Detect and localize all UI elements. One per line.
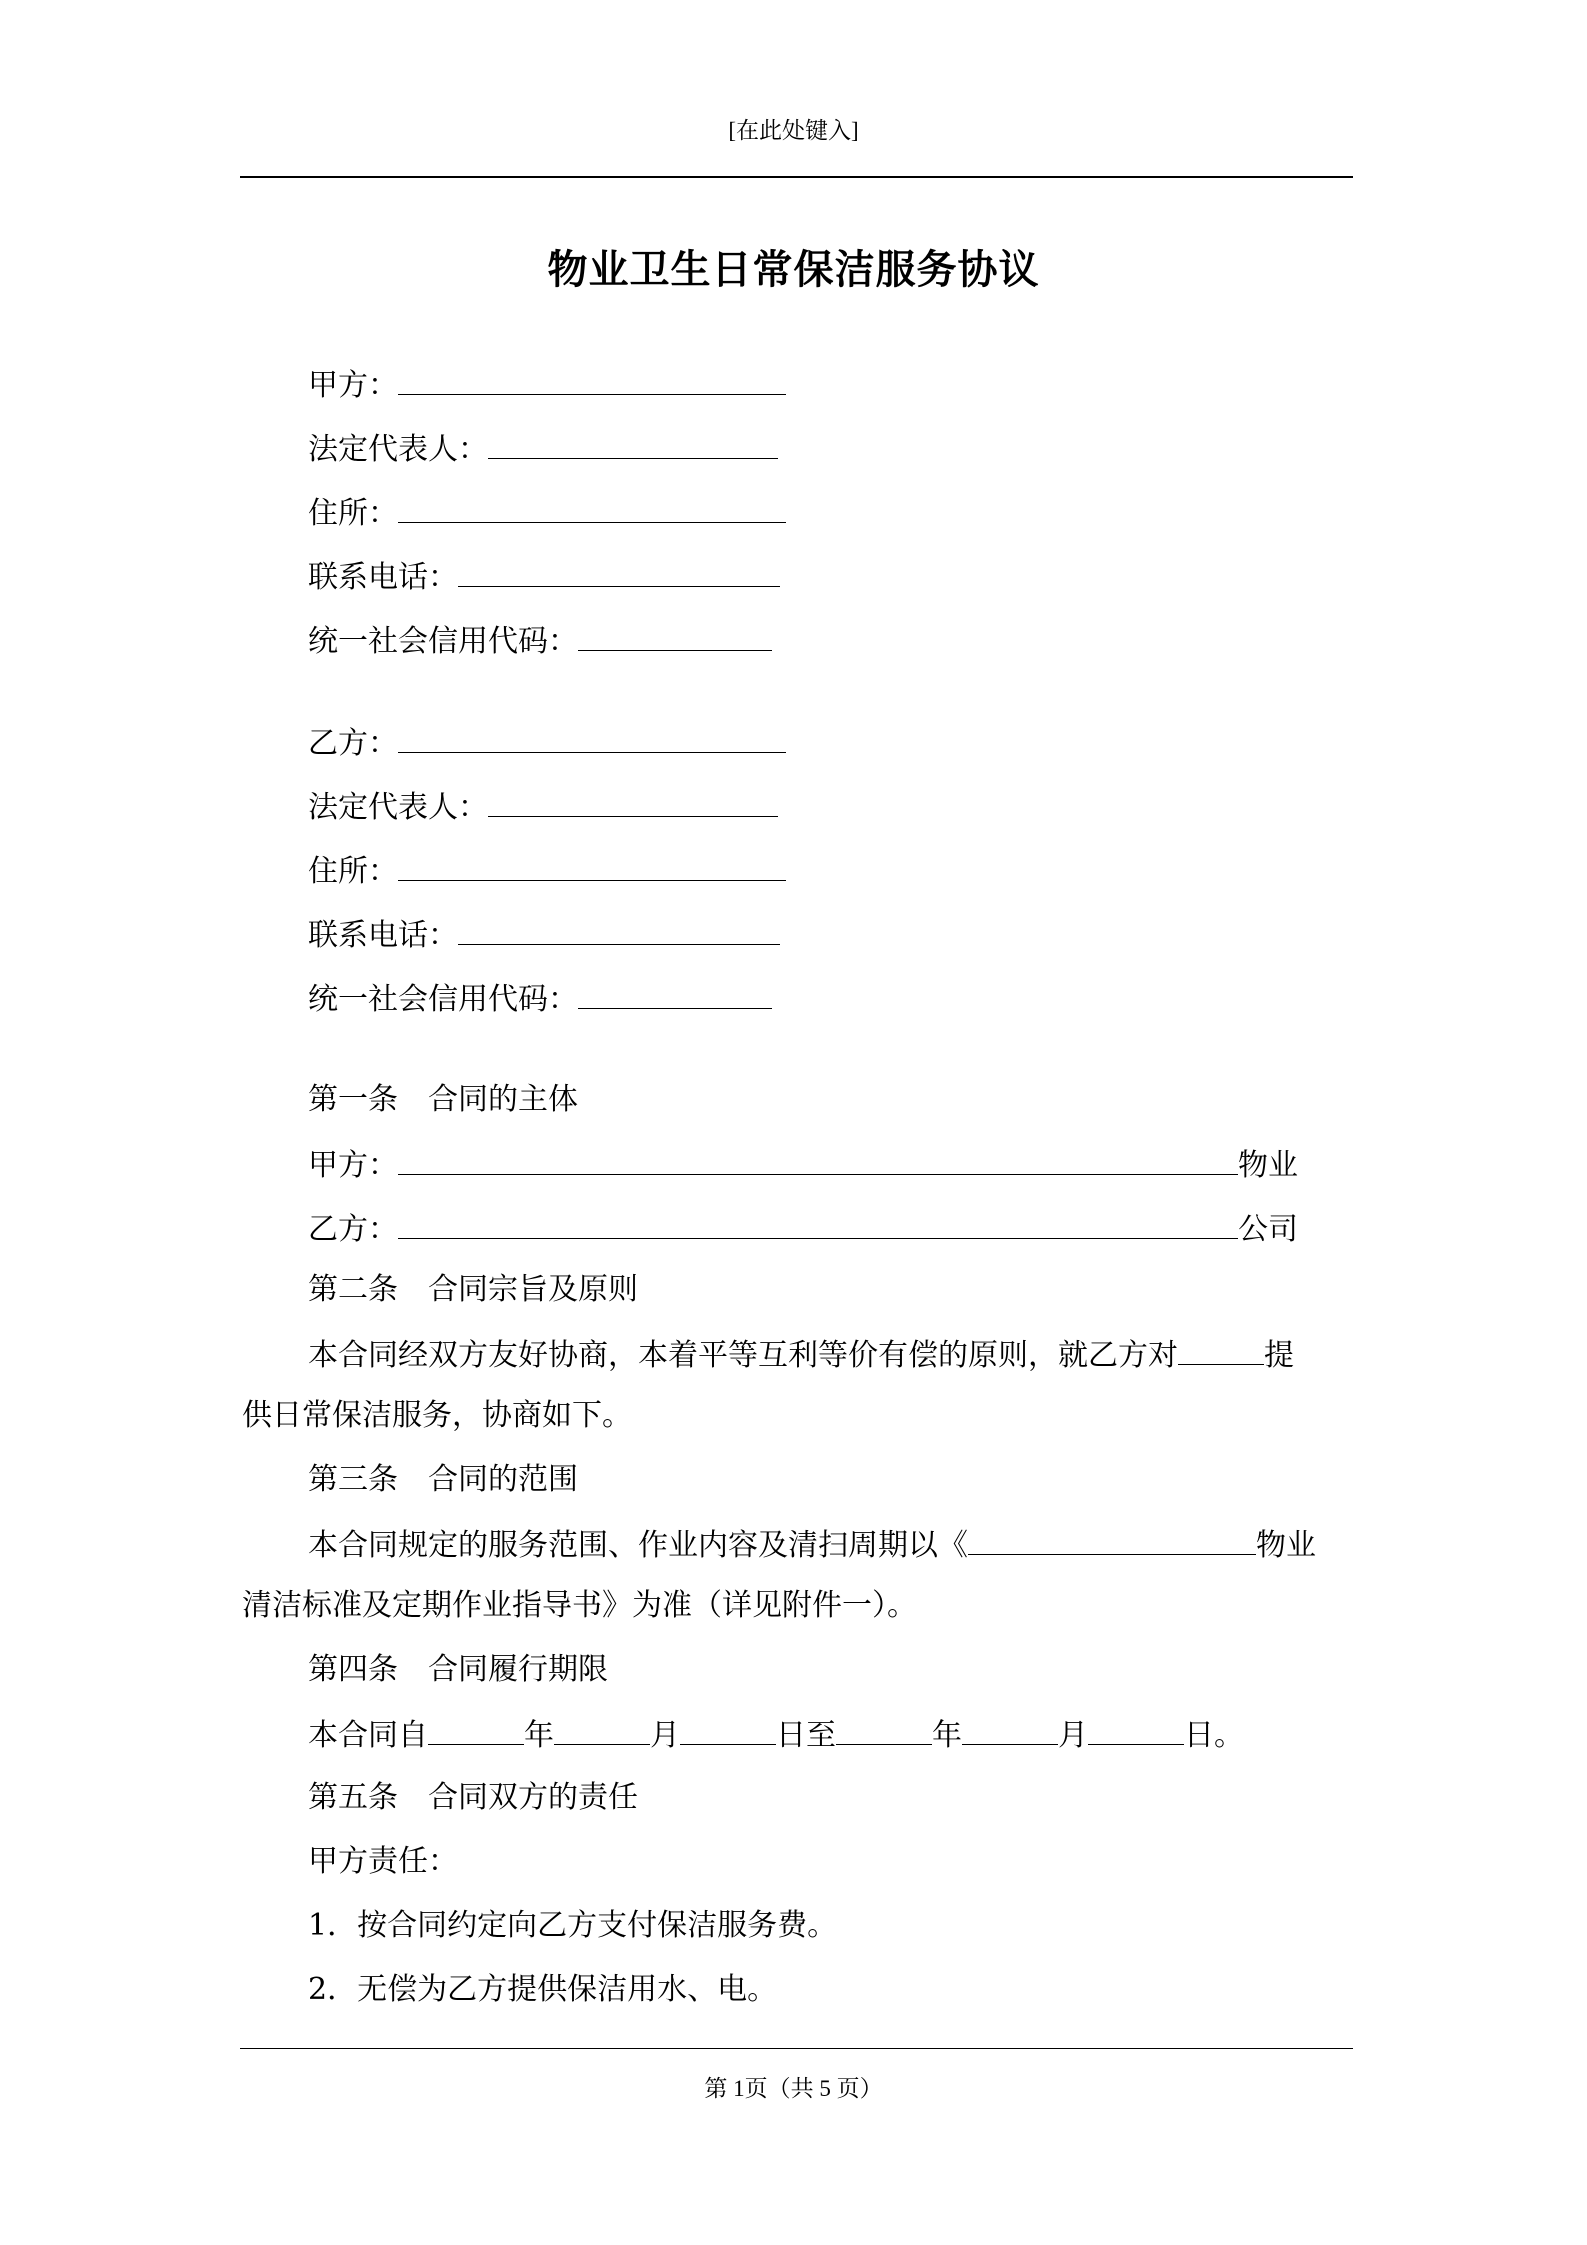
article-1-heading: 第一条 合同的主体 <box>308 1082 578 1117</box>
party-a-phone-blank[interactable] <box>458 556 780 587</box>
article-1-party-b-line <box>308 1208 1298 1250</box>
party-b-legal-rep-label: 法定代表人： <box>308 790 488 825</box>
party-a-credit-code-blank[interactable] <box>578 620 772 651</box>
party-b-credit-code-line <box>308 978 772 1020</box>
end-day-blank[interactable] <box>1088 1714 1184 1745</box>
party-b-credit-code-blank[interactable] <box>578 978 772 1009</box>
start-year-blank[interactable] <box>428 1714 524 1745</box>
party-a-credit-code-line <box>308 620 772 662</box>
party-a-address-line <box>308 492 786 534</box>
article-1-party-b-suffix: 公司 <box>1238 1212 1298 1247</box>
party-b-phone-line <box>308 914 780 956</box>
party-b-blank[interactable] <box>398 722 786 753</box>
article-3-paragraph-line-2: 清洁标准及定期作业指导书》为准（详见附件一）。 <box>242 1588 917 1623</box>
article-1-party-b-blank[interactable] <box>398 1208 1238 1239</box>
page-number: 第 1页（共 5 页） <box>704 2076 883 2101</box>
party-b-address-label: 住所： <box>308 854 398 889</box>
header-divider <box>240 176 1353 178</box>
article-4-from-label: 本合同自 <box>308 1718 428 1753</box>
article-2-paragraph-line-2: 供日常保洁服务，协商如下。 <box>242 1398 632 1433</box>
start-day-blank[interactable] <box>680 1714 776 1745</box>
article-4-heading: 第四条 合同履行期限 <box>308 1652 608 1687</box>
article-2-blank[interactable] <box>1178 1334 1264 1365</box>
document-title: 物业卫生日常保洁服务协议 <box>547 246 1040 293</box>
end-month-label: 月 <box>1058 1718 1088 1753</box>
party-a-label: 甲方： <box>308 368 398 403</box>
party-a-address-blank[interactable] <box>398 492 786 523</box>
party-b-phone-blank[interactable] <box>458 914 780 945</box>
day-to-label: 日至 <box>776 1718 836 1753</box>
article-3-paragraph-line-1 <box>308 1524 1316 1566</box>
party-a-duty-item-2: 2．无偿为乙方提供保洁用水、电。 <box>308 1972 778 2007</box>
article-3-text-end: 物业 <box>1256 1528 1316 1563</box>
party-a-duty-item-1: 1．按合同约定向乙方支付保洁服务费。 <box>308 1908 838 1943</box>
party-a-credit-code-label: 统一社会信用代码： <box>308 624 578 659</box>
start-month-blank[interactable] <box>554 1714 650 1745</box>
party-a-blank[interactable] <box>398 364 786 395</box>
article-2-heading: 第二条 合同宗旨及原则 <box>308 1272 638 1307</box>
party-b-line <box>308 722 786 764</box>
party-a-legal-rep-line <box>308 428 778 470</box>
article-4-term-line <box>308 1714 1244 1756</box>
party-a-legal-rep-label: 法定代表人： <box>308 432 488 467</box>
party-a-address-label: 住所： <box>308 496 398 531</box>
article-2-paragraph-line-1 <box>308 1334 1294 1376</box>
party-a-legal-rep-blank[interactable] <box>488 428 778 459</box>
end-month-blank[interactable] <box>962 1714 1058 1745</box>
party-b-credit-code-label: 统一社会信用代码： <box>308 982 578 1017</box>
party-b-phone-label: 联系电话： <box>308 918 458 953</box>
party-b-legal-rep-blank[interactable] <box>488 786 778 817</box>
article-1-party-a-line <box>308 1144 1298 1186</box>
article-5-heading: 第五条 合同双方的责任 <box>308 1780 638 1815</box>
article-1-party-a-label: 甲方： <box>308 1148 398 1183</box>
article-3-text-start: 本合同规定的服务范围、作业内容及清扫周期以《 <box>308 1528 968 1563</box>
party-a-line <box>308 364 786 406</box>
end-year-blank[interactable] <box>836 1714 932 1745</box>
article-1-party-a-blank[interactable] <box>398 1144 1238 1175</box>
end-year-label: 年 <box>932 1718 962 1753</box>
party-a-phone-line <box>308 556 780 598</box>
party-b-legal-rep-line <box>308 786 778 828</box>
party-b-label: 乙方： <box>308 726 398 761</box>
article-1-party-b-label: 乙方： <box>308 1212 398 1247</box>
article-3-blank[interactable] <box>968 1524 1256 1555</box>
article-3-heading: 第三条 合同的范围 <box>308 1462 578 1497</box>
party-a-phone-label: 联系电话： <box>308 560 458 595</box>
footer-divider <box>240 2048 1353 2049</box>
article-2-text-start: 本合同经双方友好协商，本着平等互利等价有偿的原则，就乙方对 <box>308 1338 1178 1373</box>
page-header: [在此处键入] <box>728 118 859 143</box>
start-year-label: 年 <box>524 1718 554 1753</box>
party-b-address-line <box>308 850 786 892</box>
start-month-label: 月 <box>650 1718 680 1753</box>
article-2-text-end: 提 <box>1264 1338 1294 1373</box>
article-1-party-a-suffix: 物业 <box>1238 1148 1298 1183</box>
end-day-label: 日。 <box>1184 1718 1244 1753</box>
party-b-address-blank[interactable] <box>398 850 786 881</box>
party-a-duties-heading: 甲方责任： <box>308 1844 458 1879</box>
